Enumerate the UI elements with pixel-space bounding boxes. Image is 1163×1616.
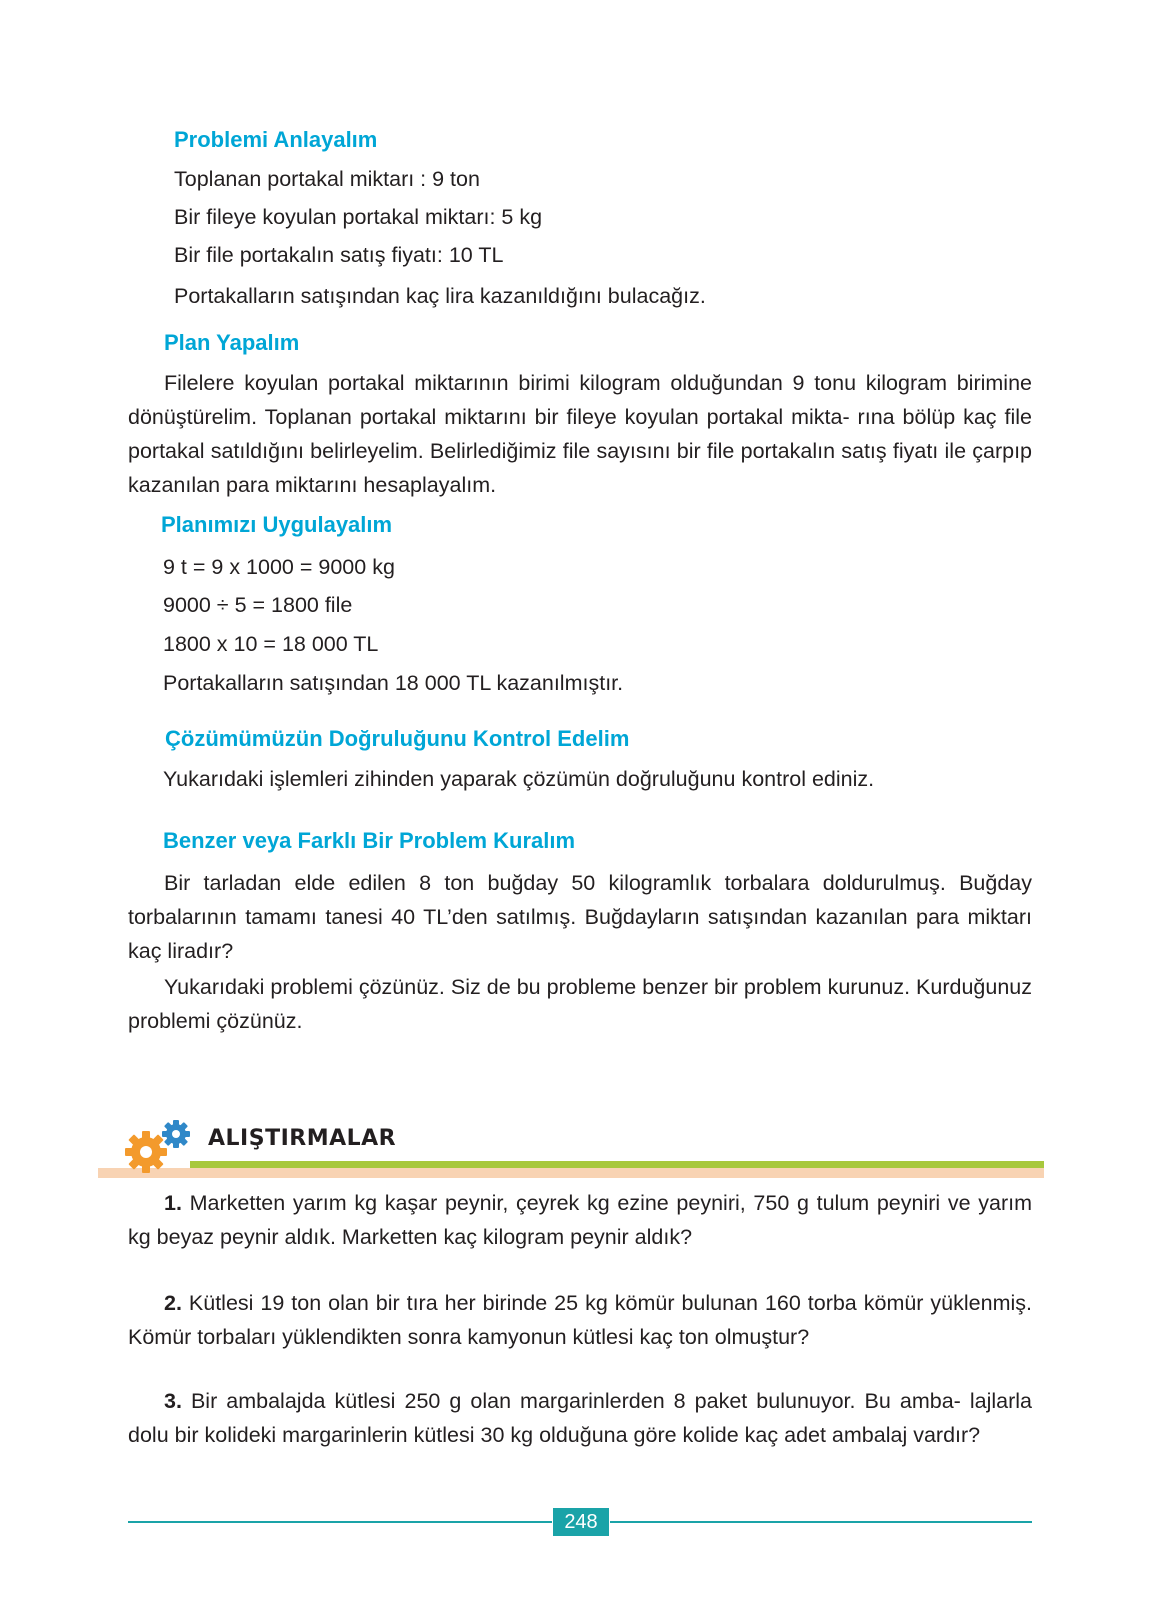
heading-plan-yapalim: Plan Yapalım — [164, 330, 300, 355]
exercises-title: ALIŞTIRMALAR — [208, 1126, 397, 1151]
instruction-paragraph: Yukarıdaki problemi çözünüz. Siz de bu probleme benzer bir problem kurunuz. Kurduğunuz problemi çözünüz. — [128, 975, 1032, 1033]
calc-line: 9000 ÷ 5 = 1800 file — [163, 593, 353, 617]
new-problem-paragraph: Bir tarladan elde edilen 8 ton buğday 50 kilogramlık torbalara doldurulmuş. Buğday torbalarının tamamı tanesi 40 TL’den satılmış. Buğdayların satışından kazanılan para miktarı kaç liradır? — [128, 871, 1032, 963]
heading-planimizi-uygulayalim: Planımızı Uygulayalım — [161, 512, 393, 537]
given-line: Toplanan portakal miktarı : 9 ton — [174, 167, 480, 191]
calc-line: Portakalların satışından 18 000 TL kazanılmıştır. — [163, 671, 624, 695]
page-number: 248 — [553, 1508, 609, 1536]
heading-problem-kuralim: Benzer veya Farklı Bir Problem Kuralım — [163, 828, 576, 853]
calc-line: 9 t = 9 x 1000 = 9000 kg — [163, 555, 395, 579]
banner-peach-stripe — [98, 1168, 1044, 1178]
check-line: Yukarıdaki işlemleri zihinden yaparak çözümün doğruluğunu kontrol ediniz. — [163, 767, 875, 791]
given-line: Bir file portakalın satış fiyatı: 10 TL — [174, 243, 504, 267]
gears-icon — [124, 1118, 204, 1174]
exercise-item: 1. Marketten yarım kg kaşar peynir, çeyrek kg ezine peyniri, 750 g tulum peyniri ve yarım kg beyaz peynir aldık. Marketten kaç kilogram peynir aldık? — [128, 1191, 1032, 1249]
exercise-item: 3. Bir ambalajda kütlesi 250 g olan margarinlerden 8 paket bulunuyor. Bu amba- lajlarla dolu bir kolideki margarinlerin kütlesi 30 kg olduğuna göre kolide kaç adet ambalaj vardır? — [128, 1389, 1032, 1447]
footer-rule — [128, 1521, 552, 1523]
heading-kontrol-edelim: Çözümümüzün Doğruluğunu Kontrol Edelim — [165, 726, 630, 751]
plan-paragraph: Filelere koyulan portakal miktarının birimi kilogram olduğundan 9 tonu kilogram birimine dönüştürelim. Toplanan portakal miktarını bir fileye koyulan portakal mikta- rına bölüp kaç file portakal satıldığını belirleyelim. Belirlediğimiz file sayısını bir file portakalın satış fiyatı ile çarpıp kazanılan para miktarını hesaplayalım. — [128, 371, 1032, 497]
exercise-item: 2. Kütlesi 19 ton olan bir tıra her birinde 25 kg kömür bulunan 160 torba kömür yüklenmiş. Kömür torbaları yüklendikten sonra kamyonun kütlesi kaç ton olmuştur? — [128, 1291, 1032, 1349]
given-line: Bir fileye koyulan portakal miktarı: 5 kg — [174, 205, 543, 229]
banner-green-stripe — [190, 1161, 1044, 1168]
given-line: Portakalların satışından kaç lira kazanıldığını bulacağız. — [174, 284, 706, 308]
footer-rule — [610, 1521, 1032, 1523]
calc-line: 1800 x 10 = 18 000 TL — [163, 632, 379, 656]
heading-problemi-anlayalim: Problemi Anlayalım — [174, 127, 378, 152]
